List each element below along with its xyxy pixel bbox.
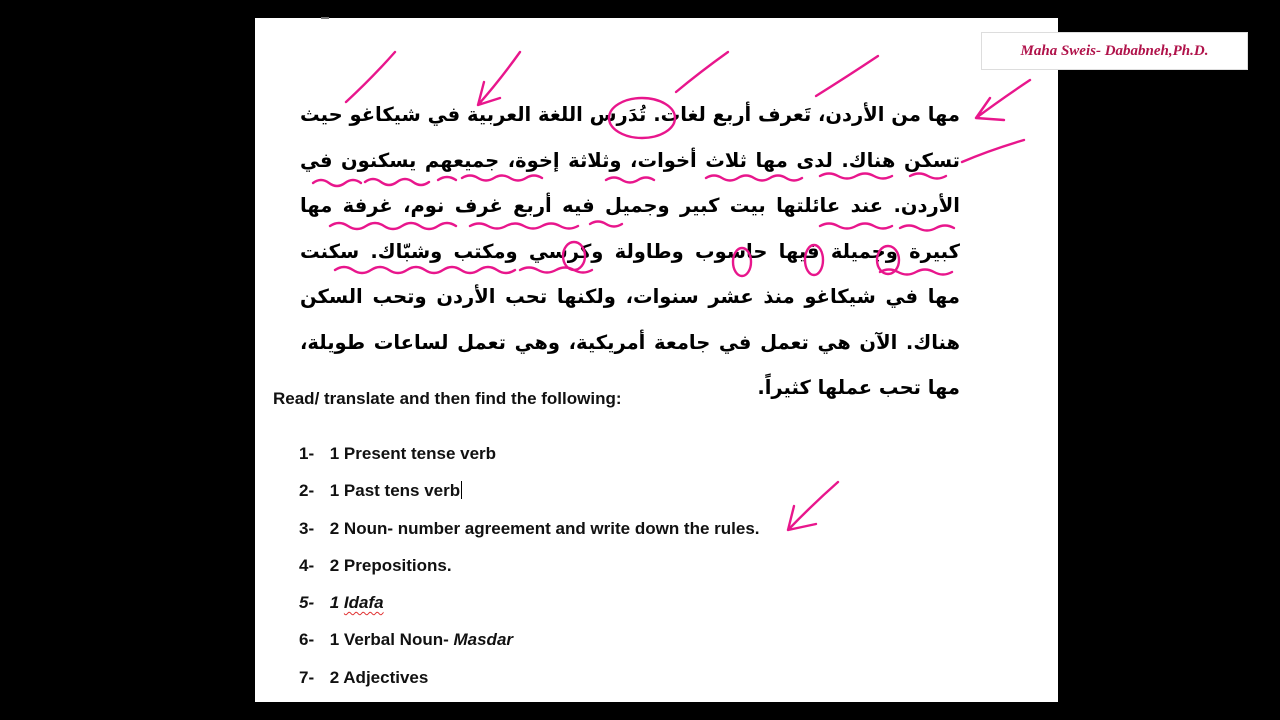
task-list (299, 442, 760, 703)
task-item (299, 591, 760, 628)
task-text: 2 Noun- number agreement and write down the rules. (329, 518, 760, 538)
task-text[interactable]: 1 Past tens verb (329, 481, 461, 501)
task-text-italic: Masdar (453, 630, 514, 650)
task-number: 5- (299, 593, 315, 613)
arabic-text: مها من الأردن، تَعرف أربع لغات. تُدَرس اللغة العربية في شيكاغو حيث تسكن هناك. لدى مها ثلاث أخوات، وثلاثة إخوة، جميعهم يسكنون في الأردن. عند عائلتها بيت كبير وجميل فيه أربع غرف نوم، غرفة مها كبيرة وجميلة فيها حاسوب وطاولة وكرسي ومكتب وشبّاك. سكنت مها في شيكاغو منذ عشر سنوات، ولكنها تحب الأردن وتحب السكن هناك. الآن هي تعمل في جامعة أمريكية، وهي تعمل لساعات طويلة، مها تحب عملها كثيراً. (300, 103, 960, 399)
task-item (299, 442, 760, 479)
instructions-heading: Read/ translate and then find the following: (273, 389, 622, 408)
task-number: 6- (299, 630, 315, 650)
task-item (299, 628, 760, 665)
task-text: 1 Present tense verb (329, 444, 497, 463)
task-text-italic: Idafa (343, 593, 384, 613)
author-name: Maha Sweis- Dababneh,Ph.D. (1020, 42, 1209, 59)
task-number: 1- (299, 444, 315, 463)
text-cursor (461, 481, 462, 499)
task-number: 3- (299, 518, 315, 538)
task-text: 2 Adjectives (329, 667, 429, 687)
author-watermark (981, 32, 1248, 70)
task-text: 2 Prepositions. (329, 555, 452, 575)
task-item (299, 554, 760, 591)
task-item (299, 517, 760, 554)
task-number: 2- (299, 481, 315, 501)
task-text-prefix: 1 (329, 593, 344, 613)
task-number: 7- (299, 667, 315, 687)
page-top-mark (321, 17, 329, 19)
task-item (299, 479, 760, 516)
arabic-reading-paragraph (300, 92, 960, 411)
task-item (299, 666, 760, 703)
task-text-prefix: 1 Verbal Noun- (329, 630, 454, 650)
task-number: 4- (299, 555, 315, 575)
document-page (255, 18, 1058, 702)
